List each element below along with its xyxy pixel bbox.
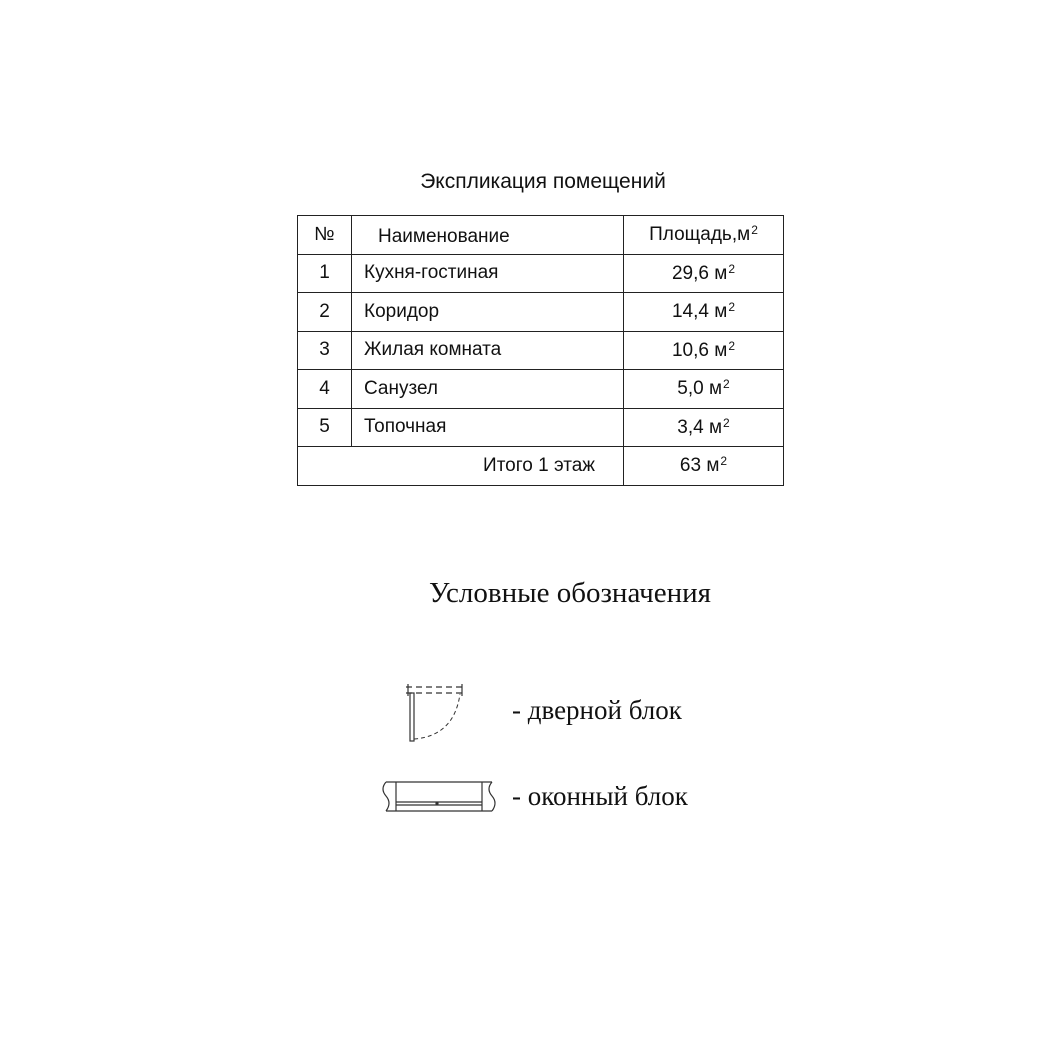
row-name: Топочная <box>352 408 624 447</box>
window-block-icon <box>380 780 500 814</box>
row-num: 2 <box>298 293 352 332</box>
door-block-icon <box>404 684 466 744</box>
row-num: 4 <box>298 370 352 409</box>
row-area: 14,4 $м^2$ <box>624 293 784 332</box>
header-name: Наименование <box>352 216 624 255</box>
row-name: Санузел <box>352 370 624 409</box>
row-name: Кухня-гостиная <box>352 254 624 293</box>
header-num: № <box>298 216 352 255</box>
row-area: 3,4 $м^2$ <box>624 408 784 447</box>
row-area: 5,0 $м^2$ <box>624 370 784 409</box>
table-row <box>298 293 784 332</box>
table-header-row <box>298 216 784 255</box>
row-num: 3 <box>298 331 352 370</box>
table-row <box>298 408 784 447</box>
legend-title: Условные обозначения <box>429 577 711 609</box>
row-area: 10,6 $м^2$ <box>624 331 784 370</box>
table-row <box>298 331 784 370</box>
legend-item-door: - дверной блок <box>512 695 682 725</box>
total-area: 63 $м^2$ <box>624 447 784 486</box>
legend-item-window: - оконный блок <box>512 781 688 811</box>
header-area: $Площадь,м^2$ <box>624 216 784 255</box>
explication-table <box>297 215 784 486</box>
explication-title: Экспликация помещений <box>420 170 666 193</box>
table-row <box>298 254 784 293</box>
total-label: Итого 1 этаж <box>298 447 624 486</box>
table-row <box>298 370 784 409</box>
row-name: Коридор <box>352 293 624 332</box>
row-name: Жилая комната <box>352 331 624 370</box>
total-row <box>298 447 784 486</box>
row-num: 1 <box>298 254 352 293</box>
row-num: 5 <box>298 408 352 447</box>
row-area: 29,6 $м^2$ <box>624 254 784 293</box>
